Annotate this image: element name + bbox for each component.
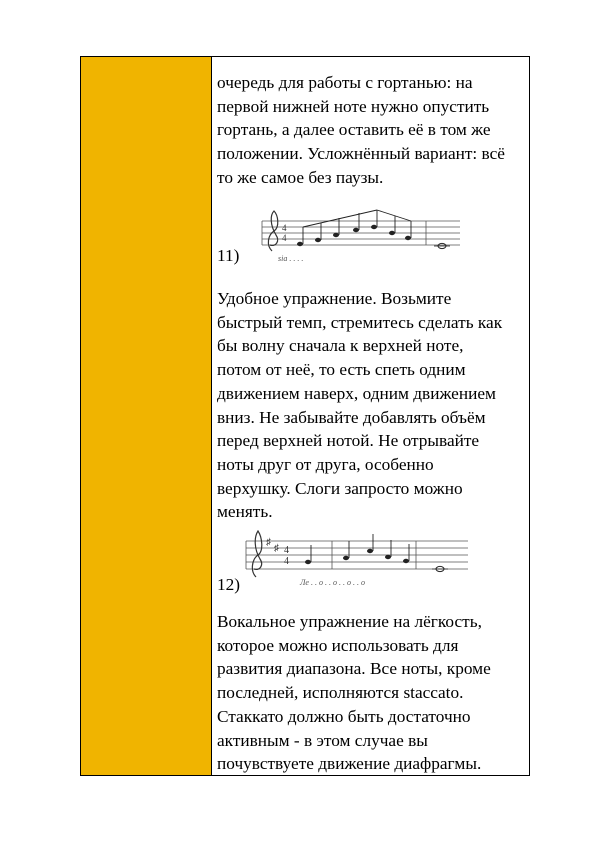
paragraph-lightness-exercise: Вокальное упражнение на лёгкость, которое можно использовать для развития диапазона. Все ноты, кроме последней, исполняются staccato. Стаккато должно быть достаточно активным - в этом случае вы почувствуете движение диафрагмы. [217, 612, 491, 774]
exercise-table [80, 56, 530, 776]
music-staff-icon [242, 527, 472, 589]
svg-text:4: 4 [282, 223, 287, 233]
paragraph-larynx-exercise: очередь для работы с гортанью: на первой нижней ноте нужно опустить гортань, а далее оставить её в том же положении. Усложнённый вариант: всё то же самое без паузы. [217, 73, 505, 187]
svg-text:♯: ♯ [274, 543, 279, 554]
svg-text:ѕіа . . . .: ѕіа . . . . [278, 254, 304, 263]
exercise-number-12: 12) [217, 575, 241, 594]
svg-text:4: 4 [282, 233, 287, 243]
accent-column [81, 57, 212, 775]
svg-text:4: 4 [284, 556, 289, 567]
svg-text:4: 4 [284, 545, 289, 556]
music-staff-icon [256, 205, 466, 263]
content-column [212, 57, 529, 775]
paragraph-wave-exercise: Удобное упражнение. Возьмите быстрый темп, стремитесь сделать как бы волну сначала к верхней ноте, потом от неё, то есть спеть одним движением наверх, одним движением вниз. Не забывайте добавлять объём перед верхней нотой. Не отрывайте ноты друг от друга, особенно верхушку. Слоги запросто можно менять. [217, 289, 503, 522]
svg-text:♯: ♯ [266, 537, 271, 548]
exercise-number-11: 11) [217, 246, 240, 265]
svg-text:Ле . . о . . о . . о . . о: Ле . . о . . о . . о . . о [300, 578, 365, 587]
